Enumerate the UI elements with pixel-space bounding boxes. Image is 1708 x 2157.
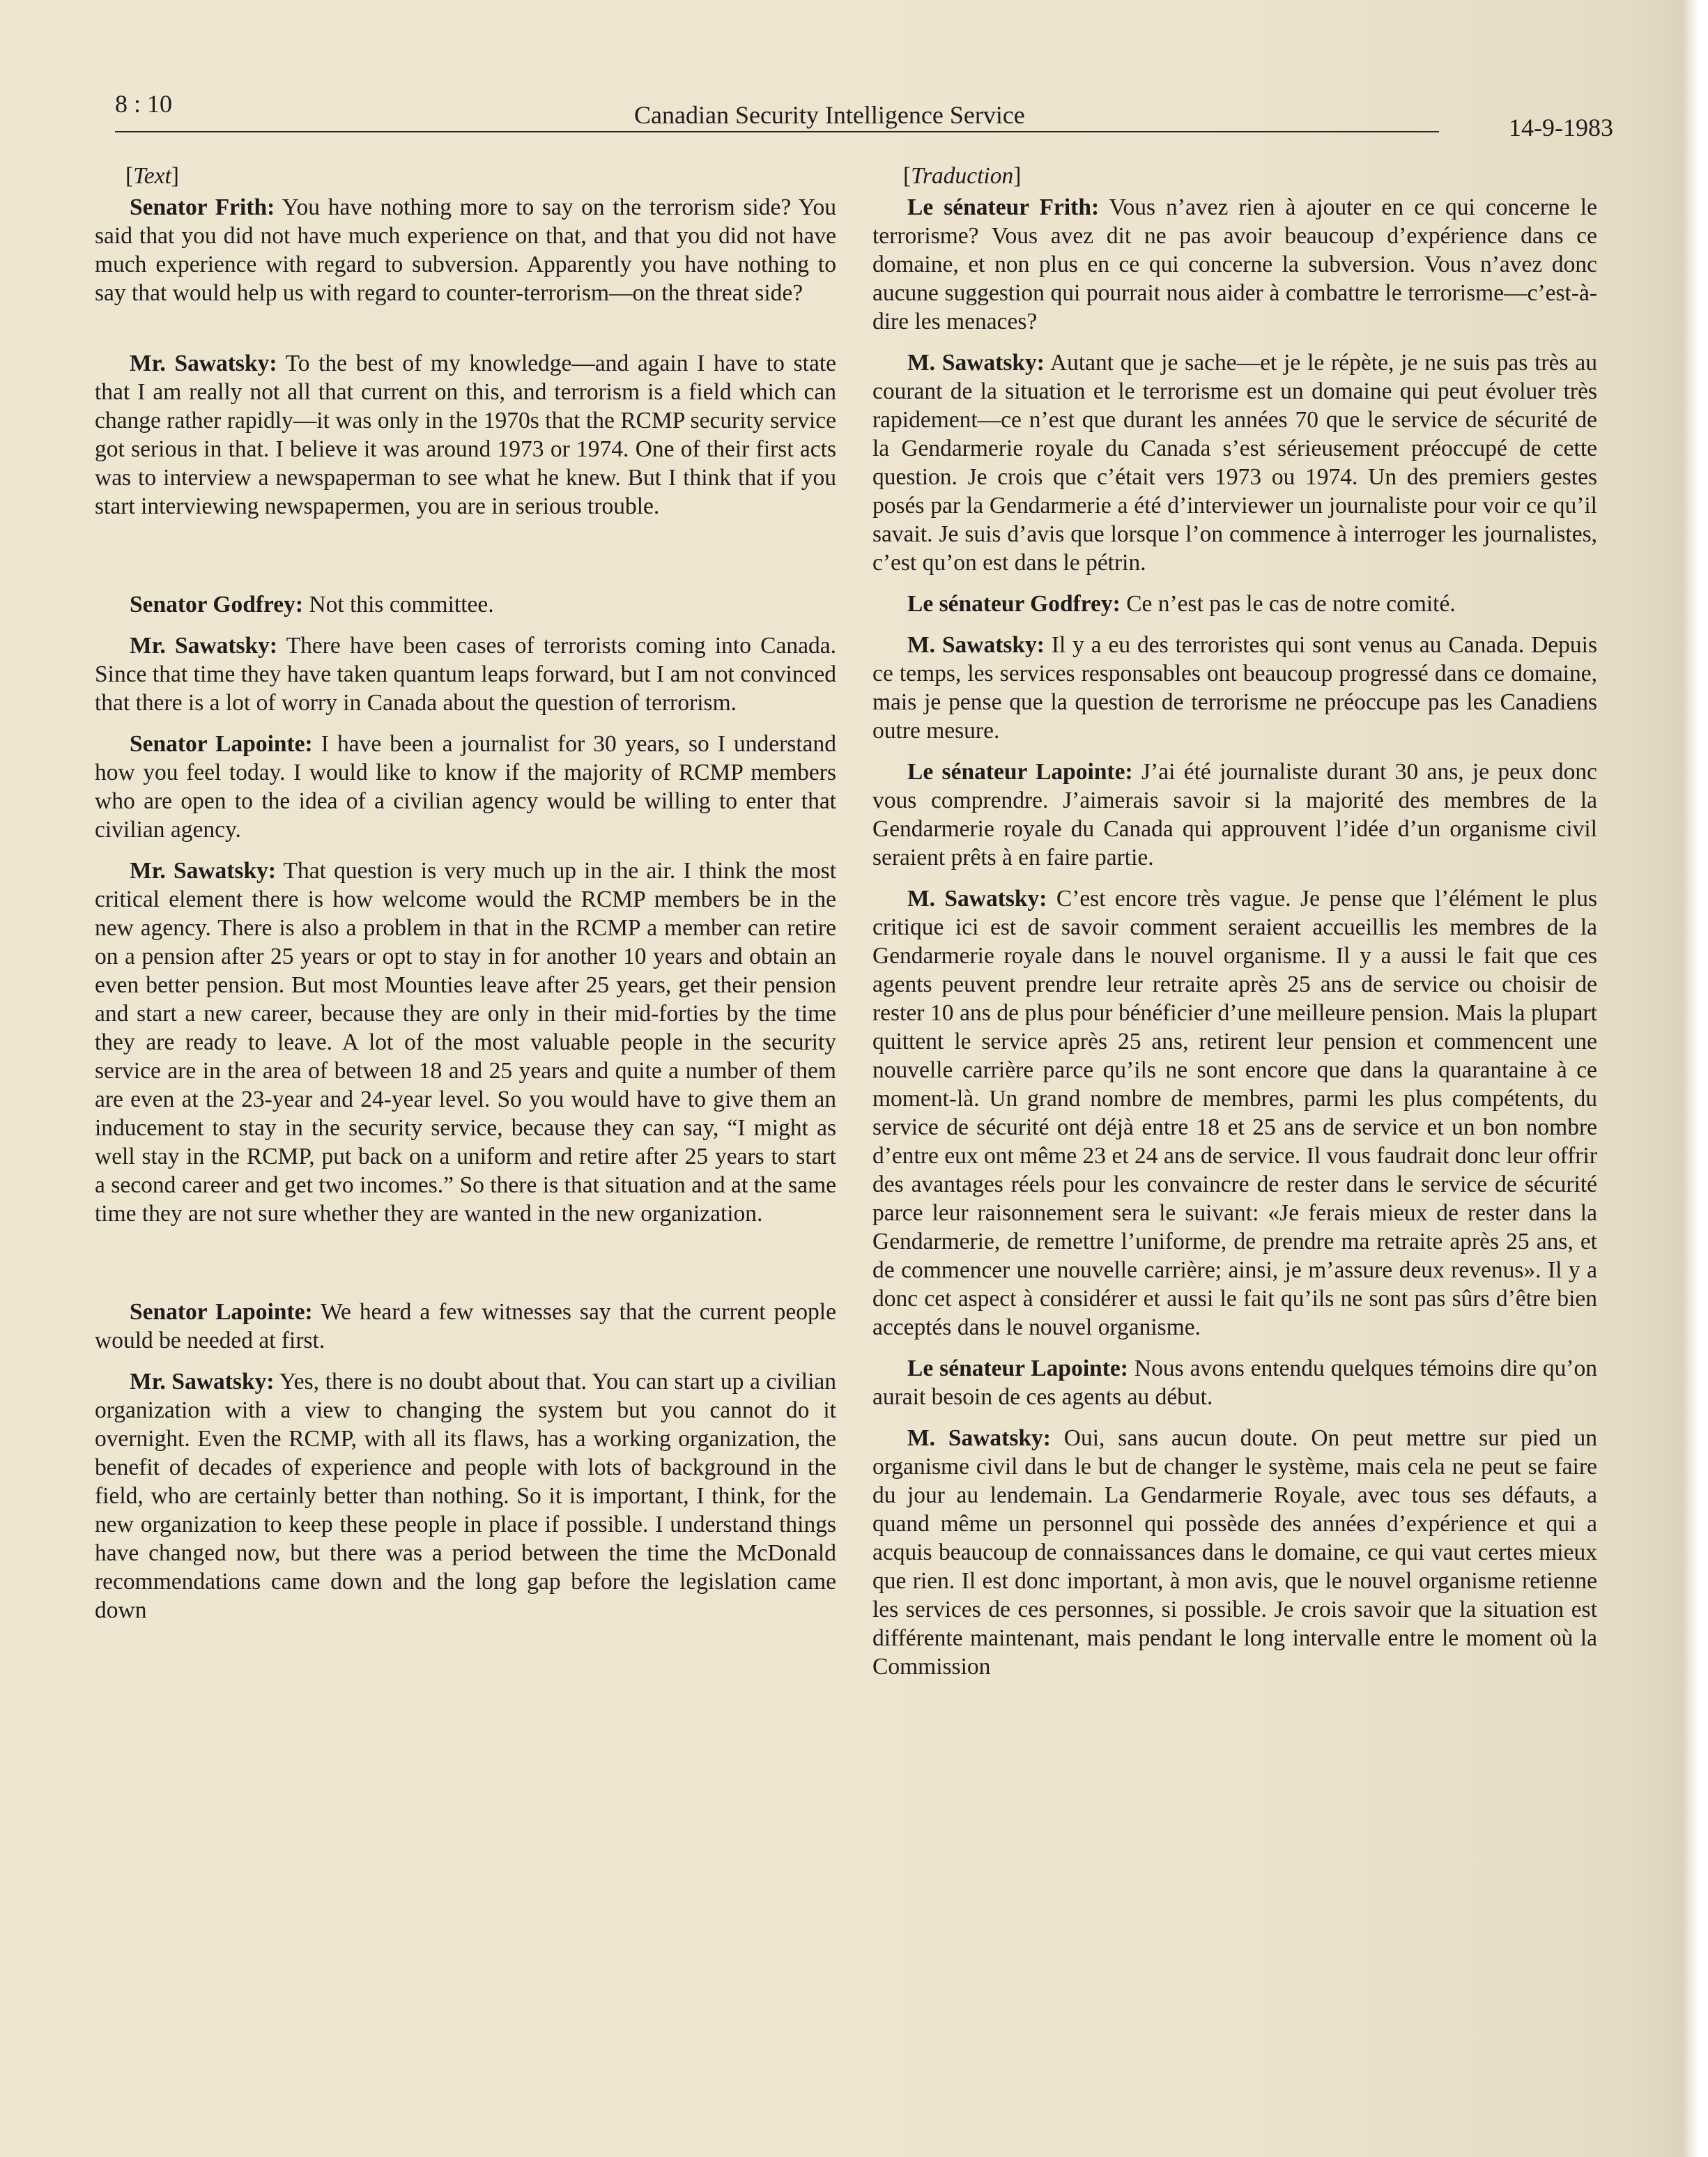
speaker: Le sénateur Frith: <box>907 194 1100 220</box>
paragraph: Mr. Sawatsky: Yes, there is no doubt about that. You can start up a civilian organization with a view to changing the system but you cannot do it overnight. Even the RCMP, with all its flaws, has a working organization, the benefit of decades of experience and people with lots of background in the field, who are certainly better than nothing. So it is important, I think, for the new organization to keep these people in place if possible. I understand things have changed now, but there was a period between the time the McDonald recommendations came down and the long gap before the legislation came down <box>95 1369 836 1623</box>
page-header <box>115 85 1613 141</box>
paragraph: Le sénateur Frith: Vous n’avez rien à ajouter en ce qui concerne le terrorisme? Vous avez dit ne pas avoir beaucoup d’expérience dans ce domaine, et non plus en ce qui concerne la subversion. Vous n’avez donc aucune suggestion qui pourrait nous aider à combattre le terrorisme—c’est-à-dire les menaces? <box>872 194 1597 335</box>
speaker: Mr. Sawatsky: <box>130 351 277 376</box>
english-column <box>95 162 836 1988</box>
speaker: Senator Frith: <box>130 194 275 220</box>
speaker: M. Sawatsky: <box>907 632 1045 658</box>
speaker: Mr. Sawatsky: <box>130 858 276 884</box>
french-column <box>872 162 1597 1988</box>
page-number: 8 : 10 <box>115 90 173 118</box>
speaker: Le sénateur Godfrey: <box>907 591 1121 617</box>
paragraph: Le sénateur Lapointe: J’ai été journaliste durant 30 ans, je peux donc vous comprendre. J’aimerais savoir si la majorité des membres de la Gendarmerie royale du Canada qui approuvent l’idée d’un organisme civil seraient prêts à en faire partie. <box>872 759 1598 870</box>
paragraph: Le sénateur Godfrey: Ce n’est pas le cas de notre comité. <box>907 591 1456 617</box>
header-rule <box>115 131 1439 132</box>
page-edge <box>1684 0 1708 2157</box>
speaker: Senator Lapointe: <box>130 1299 313 1325</box>
header-date: 14-9-1983 <box>1509 114 1613 141</box>
speaker: M. Sawatsky: <box>907 350 1045 376</box>
speaker: M. Sawatsky: <box>907 1425 1051 1451</box>
paragraph: Senator Frith: You have nothing more to say on the terrorism side? You said that you did not have much experience on that, and that you did not have much experience with regard to subversion. Apparently you have nothing to say that would help us with regard to counter-terrorism—on the threat side? <box>95 194 836 306</box>
speaker: Mr. Sawatsky: <box>130 633 278 659</box>
paragraph: M. Sawatsky: Oui, sans aucun doute. On peut mettre sur pied un organisme civil dans le but de changer le système, mais cela ne peut se faire du jour au lendemain. La Gendarmerie Royale, avec tous ses défauts, a quand même un personnel qui possède des années d’expérience et qui a acquis beaucoup de connaissances dans le domaine, ce qui vaut certes mieux que rien. Il est donc important, à mon avis, que le nouvel organisme retienne les services de ces personnes, si possible. Je crois savoir que la situation est différente maintenant, mais pendant le long intervalle entre le moment où la Commission <box>872 1425 1597 1680</box>
speaker: Mr. Sawatsky: <box>130 1369 275 1395</box>
speaker: Senator Lapointe: <box>130 731 313 757</box>
paragraph: Mr. Sawatsky: There have been cases of terrorists coming into Canada. Since that time they have taken quantum leaps forward, but I am not convinced that there is a lot of worry in Canada about the question of terrorism. <box>95 633 837 716</box>
column-label: [Traduction] <box>903 163 1022 189</box>
paragraph: M. Sawatsky: C’est encore très vague. Je pense que l’élément le plus critique ici est de savoir comment seraient accueillis les membres de la Gendarmerie royale dans le nouvel organisme. Il y a aussi le fait que ces agents peuvent prendre leur retraite après 25 ans de service ou choisir de rester 10 ans de plus pour bénéficier d’une meilleure pension. Mais la plupart quittent le service après 25 ans, retirent leur pension et commencent une nouvelle carrière parce qu’ils ne sont encore que dans la quarantaine à ce moment-là. Un grand nombre de membres, parmi les plus compétents, du service de sécurité ont déjà entre 18 et 25 ans de service et un bon nombre d’entre eux ont même 23 et 24 ans de service. Il vous faudrait donc leur offrir des avantages réels pour les convaincre de rester dans le service de sécurité parce leur raisonnement sera le suivant: «Je ferais mieux de rester dans la Gendarmerie, de remettre l’uniforme, de prendre ma retraite après 25 ans, et de commencer une nouvelle carrière; ainsi, je m’assure deux revenus». Il y a donc cet aspect à considérer et aussi le fait qu’ils ne sont pas sûrs d’être bien acceptés dans le nouvel organisme. <box>872 886 1597 1340</box>
paragraph: Le sénateur Lapointe: Nous avons entendu quelques témoins dire qu’on aurait besoin de ces agents au début. <box>872 1356 1597 1410</box>
speaker: Le sénateur Lapointe: <box>907 759 1133 785</box>
speaker: Senator Godfrey: <box>130 592 304 617</box>
column-label: [Text] <box>125 163 179 189</box>
speaker: M. Sawatsky: <box>907 886 1047 912</box>
speaker: Le sénateur Lapointe: <box>907 1356 1128 1381</box>
paragraph: Senator Lapointe: We heard a few witnesses say that the current people would be needed at first. <box>95 1299 836 1353</box>
paragraph: Senator Lapointe: I have been a journalist for 30 years, so I understand how you feel today. I would like to know if the majority of RCMP members who are open to the idea of a civilian agency would be willing to enter that civilian agency. <box>95 731 836 843</box>
paragraph: Mr. Sawatsky: That question is very much up in the air. I think the most critical element there is how welcome would the RCMP members be in the new agency. There is also a problem in that in the RCMP a member can retire on a pension after 25 years or opt to stay in for another 10 years and obtain an even better pension. But most Mounties leave after 25 years, get their pension and start a new career, because they are only in their mid-forties by the time they are ready to leave. A lot of the most valuable people in the security service are in the area of between 18 and 25 years and quite a number of them are even at the 23-year and 24-year level. So you would have to give them an inducement to stay in the security service, because they can say, “I might as well stay in the RCMP, put back on a uniform and retire after 25 years to start a second career and get two incomes.” So there is that situation and at the same time they are not sure whether they are wanted in the new organization. <box>95 858 836 1227</box>
paragraph: Senator Godfrey: Not this committee. <box>130 592 494 617</box>
paragraph: Mr. Sawatsky: To the best of my knowledge—and again I have to state that I am really not all that current on this, and terrorism is a field which can change rather rapidly—it was only in the 1970s that the RCMP security service got serious in that. I believe it was around 1973 or 1974. One of their first acts was to interview a newspaperman to see what he knew. But I think that if you start interviewing newspapermen, you are in serious trouble. <box>95 351 836 519</box>
paragraph: M. Sawatsky: Autant que je sache—et je le répète, je ne suis pas très au courant de la situation et le terrorisme est un domaine qui peut évoluer très rapidement—ce n’est que durant les années 70 que le service de sécurité de la Gendarmerie royale du Canada s’est sérieusement préoccupé de cette question. Je crois que c’était vers 1973 ou 1974. Un des premiers gestes posés par la Gendarmerie a été d’interviewer un journaliste pour voir ce qu’il savait. Je suis d’avis que lorsque l’on commence à interroger les journalistes, c’est qu’on est dans le pétrin. <box>872 350 1597 576</box>
paragraph: M. Sawatsky: Il y a eu des terroristes qui sont venus au Canada. Depuis ce temps, les services responsables ont beaucoup progressé dans ce domaine, mais je pense que la question de terrorisme ne préoccupe pas les Canadiens outre mesure. <box>872 632 1597 744</box>
running-title: Canadian Security Intelligence Service <box>634 101 1025 129</box>
